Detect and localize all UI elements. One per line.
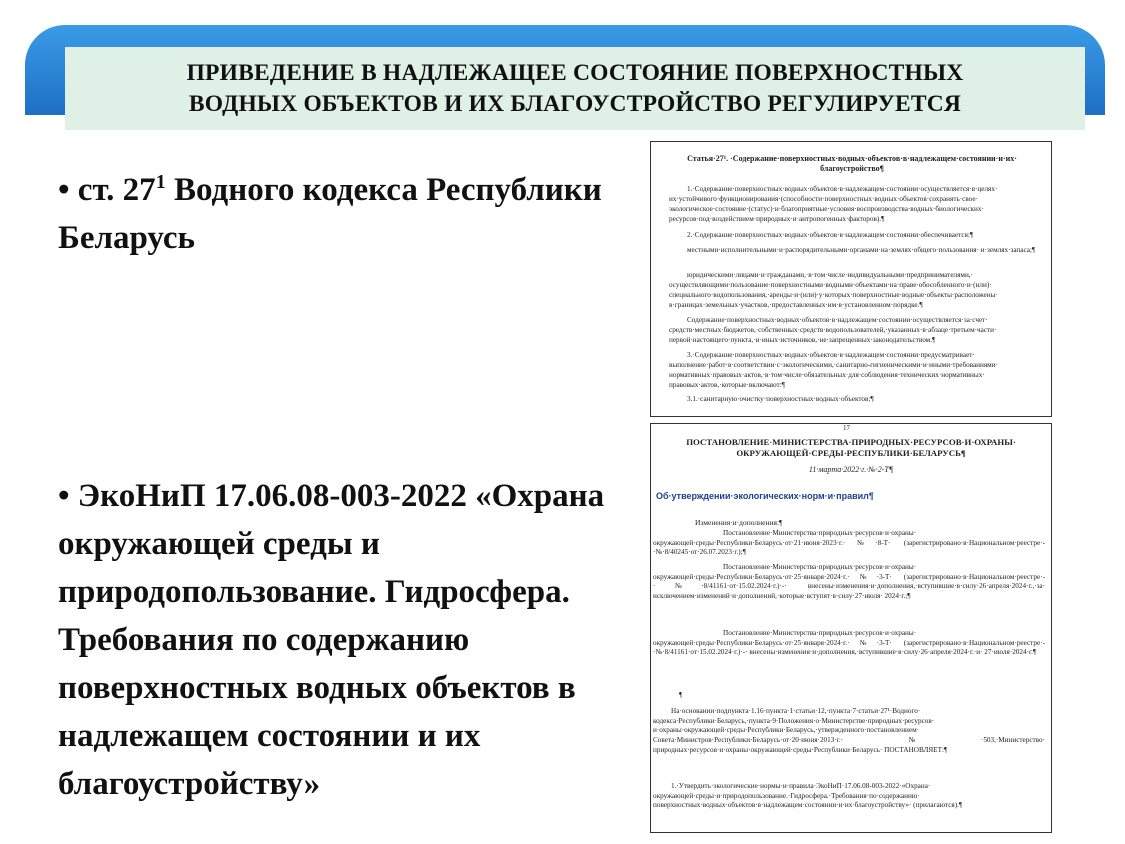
article-paragraph: 3.·Содержание·поверхностных·водных·объектов·в·надлежащем·состоянии·предусматривает· выполнение·работ·в·соответствии·с·экологическими,·санитарно-гигиеническими·и·иными·требованиями· нормативных·правовых·актов,·в·том·числе·обязательных·для·соблюдения·технических·нормативных· правовых·актов,·которые·включают:¶ — [669, 351, 998, 389]
change-entry: Постановление·Министерства·природных·ресурсов·и·охраны· окружающей·среды·Республики·Беларусь·от·25·января·2024·г.·№·3-Т· (зарегистрировано·в·Национальном·реестре·-·№·8/41161·от·15.02.2024·г.)·-· внесены·изменения·и·дополнения,·вступившие·в·силу·26·апреля·2024·г.,·за· исключением·изменений·и·дополнений,·которые·вступят·в·силу·27·июля· 2024·г.;¶ — [653, 563, 1045, 601]
slide-title-line-2: ВОДНЫХ ОБЪЕКТОВ И ИХ БЛАГОУСТРОЙСТВО РЕГУЛИРУЕТСЯ — [188, 90, 962, 117]
bullet-ekonip: • ЭкоНиП 17.06.08-003-2022 «Охрана окружающей среды и природопользование. Гидросфера. Требования по содержанию поверхностных водных объектов в надлежащем состоянии и их благоустройству» — [58, 478, 605, 802]
article-paragraph: 1.·Содержание·поверхностных·водных·объектов·в·надлежащем·состоянии·осуществляется·в·целях· их·устойчивого·функционирования·(способности·поверхностных·водных·объектов·сохранять·свое· экологическое·состояние·(статус)·и·благоприятные·условия·воспроизводства·водных·биологических· ресурсов·под·воздействием·природных·и·антропогенных·факторов).¶ — [669, 185, 998, 223]
resolution-excerpt — [650, 423, 1052, 833]
bullet-1-prefix: • ст. 27 — [58, 172, 156, 208]
bullet-1-suffix: Водного кодекса Республики Беларусь — [58, 172, 602, 256]
article-paragraph: 3.1.·санитарную·очистку·поверхностных·водных·объектов;¶ — [687, 395, 874, 403]
bullet-1-superscript: 1 — [155, 171, 166, 193]
article-paragraph: 2.·Содержание·поверхностных·водных·объектов·в·надлежащем·состоянии·обеспечивается:¶ — [687, 231, 974, 239]
water-code-article-excerpt — [650, 141, 1052, 417]
change-entry: Постановление·Министерства·природных·ресурсов·и·охраны· окружающей·среды·Республики·Беларусь·от·21·июня·2023·г.·№·8-Т· (зарегистрировано·в·Национальном·реестре·-·№·8/40245·от·26.07.2023·г.);¶ — [653, 529, 1045, 557]
bullet-water-code — [58, 158, 618, 262]
resolution-item-1: 1.·Утвердить·экологические·нормы·и·правила·ЭкоНиП·17.06.08-003-2022·«Охрана· окружающей·среды·и·природопользование.·Гидросфера.·Требования·по·содержанию· поверхностных·водных·объектов·в·надлежащем·состоянии·и·их·благоустройству»· (прилагаются).¶ — [653, 782, 963, 810]
article-title: Статья·27¹. ·Содержание·поверхностных·водных·объектов·в·надлежащем·состоянии·и·их· благоустройство¶ — [687, 154, 1017, 173]
slide-title — [65, 47, 1085, 130]
article-paragraph: Содержание·поверхностных·водных·объектов·в·надлежащем·состоянии·осуществляется·за·счет· средств·местных·бюджетов,·собственных·средств·водопользователей,·указанных·в·абзаце·третьем·части· первой·настоящего·пункта,·и·иных·источников,·не·запрещенных·законодательством.¶ — [669, 316, 997, 344]
change-entry: Постановление·Министерства·природных·ресурсов·и·охраны· окружающей·среды·Республики·Беларусь·от·25·января·2024·г.·№·3-Т· (зарегистрировано·в·Национальном·реестре·-·№·8/41161·от·15.02.2024·г.)·-· внесены·изменения·и·дополнения,·вступившие·в·силу·26·апреля·2024·г.·и· 27·июля·2024·г.¶ — [653, 629, 1045, 657]
empty-paragraph-mark: ¶ — [679, 690, 683, 699]
resolution-subject: Об·утверждении·экологических·норм·и·правил¶ — [656, 491, 874, 501]
resolution-date: 11·марта·2022·г.·№·2-Т¶ — [808, 465, 894, 474]
resolution-basis: На·основании·подпункта·1.16·пункта·1·статьи·12,·пункта·7·статьи·27¹·Водного· кодекса·Республики·Беларусь,·пункта·9·Положения·о·Министерстве·природных·ресурсов· и·охраны·окружающей·среды·Республики·Беларусь,·утвержденного·постановлением· Совета·Министров·Республики·Беларусь·от·20·июня·2013·г.·№·503,·Министерство· природных·ресурсов·и·охраны·окружающей·среды·Республики·Беларусь· ПОСТАНОВЛЯЕТ:¶ — [653, 707, 1045, 754]
changes-label: Изменения·и·дополнения:¶ — [695, 518, 783, 527]
resolution-title: ПОСТАНОВЛЕНИЕ·МИНИСТЕРСТВА·ПРИРОДНЫХ·РЕСУРСОВ·И·ОХРАНЫ· ОКРУЖАЮЩЕЙ·СРЕДЫ·РЕСПУБЛИКИ·БЕЛАРУСЬ¶ — [686, 437, 1016, 458]
article-paragraph: юридическими·лицами·и·гражданами,·в·том·числе·индивидуальными·предпринимателями,· осуществляющими·пользование·поверхностными·водными·объектами·на·праве·обособленного·и·(или)· специального·водопользования,·аренды·и·(или)·у·которых·поверхностные·водные·объекты·расположены· в·границах·земельных·участков,·предоставленных·им·в·установленном·порядке.¶ — [669, 271, 998, 309]
slide-title-line-1: ПРИВЕДЕНИЕ В НАДЛЕЖАЩЕЕ СОСТОЯНИЕ ПОВЕРХНОСТНЫХ — [186, 59, 964, 86]
article-paragraph: местными·исполнительными·и·распорядительными·органами·на·землях·общего·пользования· и·землях·запаса;¶ — [687, 246, 1036, 254]
page-number: 17 — [843, 424, 850, 432]
